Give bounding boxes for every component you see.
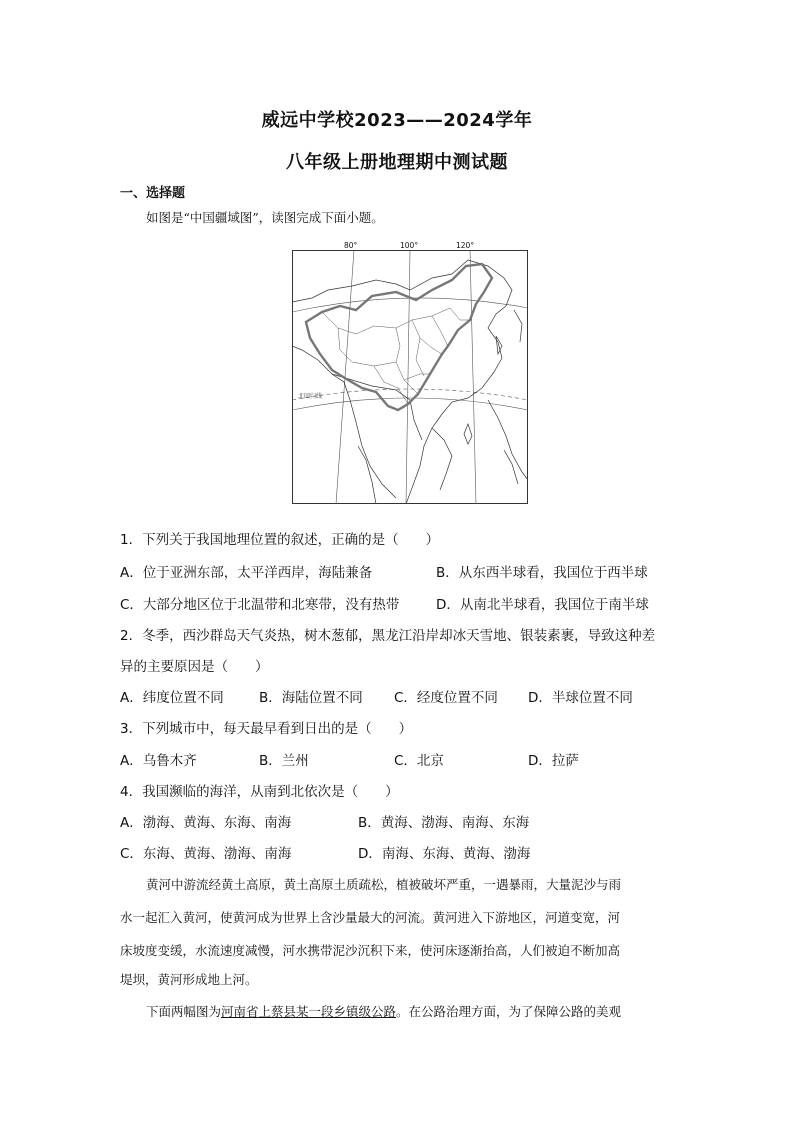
q3-option-c: C．北京	[394, 753, 444, 769]
q3-option-a: A．乌鲁木齐	[120, 753, 197, 769]
passage1-line1: 黄河中游流经黄土高原，黄土高原土质疏松，植被破坏严重，一遇暴雨，大量泥沙与雨	[146, 877, 622, 892]
passage2-underlined: 河南省上蔡县某一段乡镇级公路	[221, 1004, 397, 1019]
q1-option-a: A．位于亚洲东部，太平洋西岸，海陆兼备	[120, 565, 373, 581]
question-4: 4．我国濒临的海洋，从南到北依次是（ ）	[120, 784, 399, 800]
question-3: 3．下列城市中，每天最早看到日出的是（ ）	[120, 721, 413, 737]
q3-option-b: B．兰州	[259, 753, 309, 769]
q2-option-c: C．经度位置不同	[394, 690, 498, 706]
passage2-suffix: 。在公路治理方面，为了保障公路的美观	[396, 1004, 622, 1019]
q2-option-b: B．海陆位置不同	[259, 690, 363, 706]
china-territory-map	[292, 250, 528, 504]
q1-option-c: C．大部分地区位于北温带和北寒带，没有热带	[120, 597, 400, 613]
lon-label-120: 120°	[456, 241, 475, 250]
passage1-line3: 床坡度变缓，水流速度减慢，河水携带泥沙沉积下来，使河床逐渐抬高，人们被迫不断加高	[120, 943, 621, 958]
q4-option-b: B．黄海、渤海、南海、东海	[358, 815, 530, 831]
lon-label-100: 100°	[400, 241, 419, 250]
q2-option-d: D．半球位置不同	[528, 690, 633, 706]
lon-label-80: 80°	[344, 241, 358, 250]
passage1-line2: 水一起汇入黄河，使黄河成为世界上含沙量最大的河流。黄河进入下游地区，河道变宽，河	[120, 910, 621, 925]
passage2-prefix: 下面两幅图为	[146, 1004, 222, 1019]
map-intro: 如图是“中国疆域图”，读图完成下面小题。	[146, 210, 384, 225]
exam-title-line1: 威远中学校2023——2024学年	[261, 110, 533, 131]
passage1-line4: 堤坝，黄河形成地上河。	[120, 972, 258, 987]
tropic-label: 北回归线	[298, 393, 323, 400]
section-heading: 一、选择题	[120, 186, 186, 201]
q4-option-c: C．东海、黄海、渤海、南海	[120, 846, 292, 862]
question-2-line1: 2．冬季，西沙群岛天气炎热，树木葱郁，黑龙江沿岸却冰天雪地、银装素裹，导致这种差	[120, 628, 656, 644]
q2-option-a: A．纬度位置不同	[120, 690, 224, 706]
q4-option-d: D．南海、东海、黄海、渤海	[358, 846, 531, 862]
passage2-line1	[146, 1002, 621, 1020]
exam-title-line2: 八年级上册地理期中测试题	[286, 152, 508, 173]
q3-option-d: D．拉萨	[528, 753, 579, 769]
question-1: 1．下列关于我国地理位置的叙述，正确的是（ ）	[120, 532, 440, 548]
question-2-line2: 异的主要原因是（ ）	[120, 659, 269, 675]
q1-option-b: B．从东西半球看，我国位于西半球	[436, 565, 648, 581]
q4-option-a: A．渤海、黄海、东海、南海	[120, 815, 292, 831]
q1-option-d: D．从南北半球看，我国位于南半球	[436, 597, 649, 613]
